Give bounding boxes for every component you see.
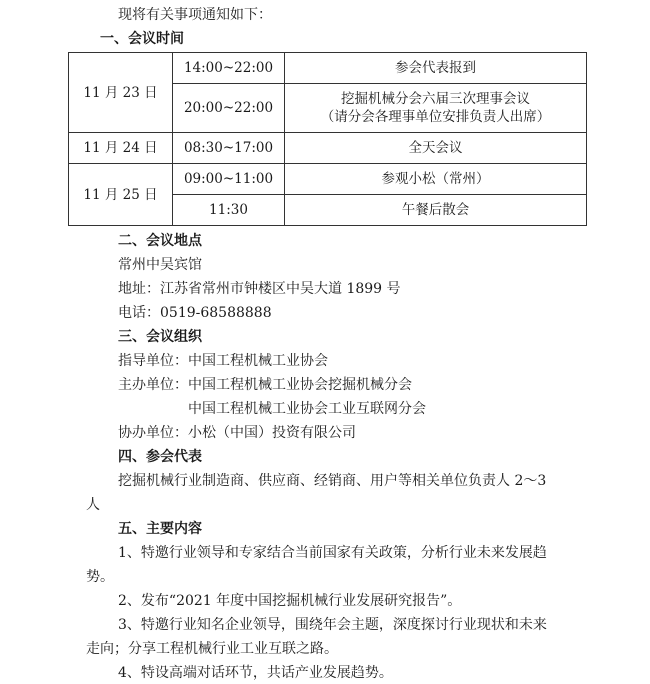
content-item-3: 3、特邀行业知名企业领导，围绕年会主题，深度探讨行业现状和未来 <box>118 617 547 633</box>
intro-text: 现将有关事项通知如下： <box>118 7 272 23</box>
section-organization-heading: 三、会议组织 <box>118 329 202 345</box>
time-cell: 09:00~11:00 <box>173 164 285 195</box>
section-content-heading: 五、主要内容 <box>118 521 202 537</box>
venue-name: 常州中吴宾馆 <box>118 257 202 273</box>
venue-address: 地址：江苏省常州市钟楼区中吴大道 1899 号 <box>118 281 401 297</box>
host-unit: 主办单位：中国工程机械工业协会挖掘机械分会 <box>118 377 412 393</box>
event-cell: 参观小松（常州） <box>285 164 587 195</box>
table-row <box>69 164 587 195</box>
time-cell: 08:30~17:00 <box>173 133 285 164</box>
content-item-2: 2、发布“2021 年度中国挖掘机械行业发展研究报告”。 <box>118 593 462 609</box>
section-venue-heading: 二、会议地点 <box>118 233 202 249</box>
table-row <box>69 53 587 84</box>
content-item-1: 1、特邀行业领导和专家结合当前国家有关政策，分析行业未来发展趋 <box>118 545 547 561</box>
table-row <box>69 133 587 164</box>
time-cell: 20:00~22:00 <box>173 84 285 133</box>
guide-unit: 指导单位：中国工程机械工业协会 <box>118 353 328 369</box>
event-cell: 参会代表报到 <box>285 53 587 84</box>
co-organizer: 协办单位：小松（中国）投资有限公司 <box>118 425 356 441</box>
event-note: （请分会各理事单位安排负责人出席） <box>320 109 551 125</box>
attendees-text: 挖掘机械行业制造商、供应商、经销商、用户等相关单位负责人 2～3 <box>118 473 547 489</box>
schedule-table <box>68 52 587 226</box>
event-cell: 全天会议 <box>285 133 587 164</box>
date-cell-24: 11 月 24 日 <box>69 133 173 164</box>
date-cell-25: 11 月 25 日 <box>69 164 173 226</box>
host-unit-2: 中国工程机械工业协会工业互联网分会 <box>188 401 426 417</box>
event-cell <box>285 84 587 133</box>
time-cell: 14:00~22:00 <box>173 53 285 84</box>
section-time-heading: 一、会议时间 <box>100 31 184 47</box>
time-cell: 11:30 <box>173 195 285 226</box>
event-cell: 午餐后散会 <box>285 195 587 226</box>
content-item-4: 4、特设高端对话环节，共话产业发展趋势。 <box>118 665 393 681</box>
event-line: 挖掘机械分会六届三次理事会议 <box>341 91 530 107</box>
venue-phone: 电话：0519-68588888 <box>118 305 272 321</box>
date-cell-23: 11 月 23 日 <box>69 53 173 133</box>
section-attendees-heading: 四、参会代表 <box>118 449 202 465</box>
content-item-3-cont: 走向；分享工程机械行业工业互联之路。 <box>86 641 338 657</box>
attendees-text-cont: 人 <box>86 497 100 513</box>
content-item-1-cont: 势。 <box>86 569 114 585</box>
